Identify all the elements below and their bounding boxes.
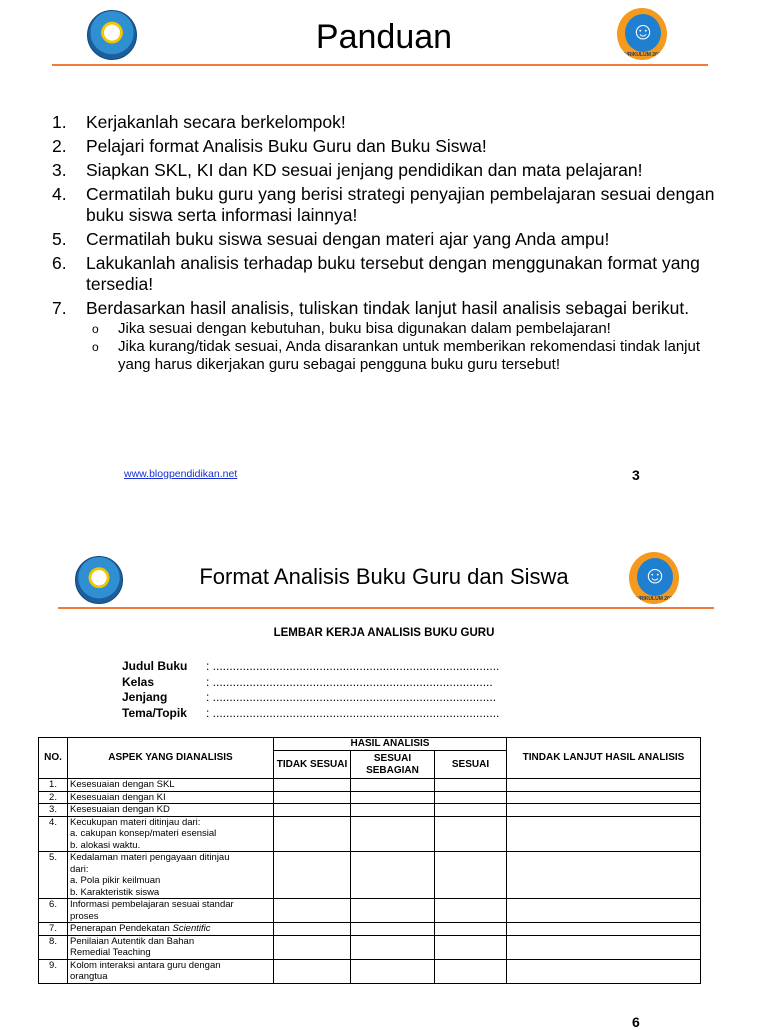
- guide-steps: [50, 112, 730, 377]
- tindak-lanjut-cell[interactable]: [507, 959, 701, 983]
- list-item: 5. Cermatilah buku siswa sesuai dengan materi ajar yang Anda ampu!: [52, 229, 610, 249]
- list-item: 2. Pelajari format Analisis Buku Guru dan Buku Siswa!: [52, 136, 487, 156]
- sub-list-item: o Jika kurang/tidak sesuai, Anda disarankan untuk memberikan rekomendasi tindak lanjut yang harus dikerjakan guru sebagai pengguna buku guru tersebut!: [92, 338, 700, 373]
- list-item: 4. Cermatilah buku guru yang berisi strategi penyajian pembelajaran sesuai dengan buku siswa serta informasi lainnya!: [52, 184, 715, 225]
- header-sesuai-sebagian: SESUAI SEBAGIAN: [351, 751, 435, 779]
- list-item: 7. Berdasarkan hasil analisis, tuliskan tindak lanjut hasil analisis sebagai berikut. o Jika sesuai dengan kebutuhan, buku bisa digunakan dalam pembelajaran! o Jika kurang/tidak sesuai, Anda disarankan untuk memberikan rekomendasi tindak lanjut yang harus dikerjakan guru sebagai pengguna buku guru tersebut!: [50, 298, 730, 374]
- sesuai-sebagian-cell[interactable]: [351, 899, 435, 923]
- sesuai-sebagian-cell[interactable]: [351, 935, 435, 959]
- table-row: [39, 804, 701, 817]
- sesuai-cell[interactable]: [435, 935, 507, 959]
- aspect-cell: Penerapan Pendekatan Scientific: [68, 923, 274, 936]
- row-number: 2.: [39, 791, 68, 804]
- tidak-sesuai-cell[interactable]: [274, 935, 351, 959]
- header-sesuai: SESUAI: [435, 751, 507, 779]
- aspect-cell: Kolom interaksi antara guru dengan orangtua: [68, 959, 274, 983]
- header-tindak-lanjut: TINDAK LANJUT HASIL ANALISIS: [507, 738, 701, 779]
- field-tema-topik: Tema/Topik : ......................................................................................: [122, 705, 500, 720]
- page-title: Format Analisis Buku Guru dan Siswa: [199, 564, 569, 589]
- row-number: 1.: [39, 779, 68, 792]
- header-tidak-sesuai: TIDAK SESUAI: [274, 751, 351, 779]
- list-item: 3. Siapkan SKL, KI dan KD sesuai jenjang pendidikan dan mata pelajaran!: [52, 160, 643, 180]
- row-number: 8.: [39, 935, 68, 959]
- sesuai-cell[interactable]: [435, 791, 507, 804]
- sesuai-cell[interactable]: [435, 959, 507, 983]
- header-aspek: ASPEK YANG DIANALISIS: [68, 738, 274, 779]
- aspect-cell: Kecukupan materi ditinjau dari: a. cakupan konsep/materi esensial b. alokasi waktu.: [68, 816, 274, 852]
- tindak-lanjut-cell[interactable]: [507, 816, 701, 852]
- field-judul-buku: Judul Buku : ......................................................................................: [122, 659, 500, 673]
- field-jenjang: Jenjang : .....................................................................................: [122, 690, 497, 704]
- table-row: [39, 923, 701, 936]
- circle-bullet-icon: o: [92, 340, 99, 354]
- sesuai-sebagian-cell[interactable]: [351, 923, 435, 936]
- table-row: [39, 935, 701, 959]
- header-rule: [58, 607, 714, 609]
- analysis-table: [38, 737, 701, 984]
- circle-bullet-icon: o: [92, 322, 99, 336]
- tidak-sesuai-cell[interactable]: [274, 816, 351, 852]
- tindak-lanjut-cell[interactable]: [507, 779, 701, 792]
- person-icon: ☺: [630, 17, 656, 45]
- sesuai-cell[interactable]: [435, 804, 507, 817]
- aspect-cell: Kesesuaian dengan KD: [68, 804, 274, 817]
- list-item: 6. Lakukanlah analisis terhadap buku tersebut dengan menggunakan format yang tersedia!: [52, 253, 700, 294]
- table-row: [39, 899, 701, 923]
- aspect-cell: Kedalaman materi pengayaan ditinjau dari: a. Pola pikir keilmuan b. Karakteristik siswa: [68, 852, 274, 899]
- sesuai-sebagian-cell[interactable]: [351, 804, 435, 817]
- row-number: 4.: [39, 816, 68, 852]
- tindak-lanjut-cell[interactable]: [507, 791, 701, 804]
- field-kelas: Kelas : ....................................................................................: [122, 674, 493, 689]
- tidak-sesuai-cell[interactable]: [274, 804, 351, 817]
- aspect-cell: Kesesuaian dengan KI: [68, 791, 274, 804]
- header-no: NO.: [39, 738, 68, 779]
- row-number: 6.: [39, 899, 68, 923]
- tidak-sesuai-cell[interactable]: [274, 959, 351, 983]
- tidak-sesuai-cell[interactable]: [274, 779, 351, 792]
- tidak-sesuai-cell[interactable]: [274, 923, 351, 936]
- table-row: [39, 816, 701, 852]
- aspect-cell: Kesesuaian dengan SKL: [68, 779, 274, 792]
- tindak-lanjut-cell[interactable]: [507, 899, 701, 923]
- page-title: Panduan: [315, 18, 453, 56]
- sub-list-item: o Jika sesuai dengan kebutuhan, buku bisa digunakan dalam pembelajaran!: [92, 320, 611, 337]
- sesuai-cell[interactable]: [435, 852, 507, 899]
- list-item: 1. Kerjakanlah secara berkelompok!: [52, 112, 346, 132]
- table-row: [39, 852, 701, 899]
- tindak-lanjut-cell[interactable]: [507, 923, 701, 936]
- sesuai-cell[interactable]: [435, 779, 507, 792]
- kurikulum-2013-logo: ☺ KURIKULUM 2013: [617, 8, 667, 60]
- page-number: 6: [632, 1014, 640, 1030]
- header-rule: [52, 64, 708, 66]
- tindak-lanjut-cell[interactable]: [507, 804, 701, 817]
- sesuai-cell[interactable]: [435, 899, 507, 923]
- sesuai-cell[interactable]: [435, 923, 507, 936]
- row-number: 5.: [39, 852, 68, 899]
- tindak-lanjut-cell[interactable]: [507, 852, 701, 899]
- book-info-fields: [122, 659, 499, 721]
- tidak-sesuai-cell[interactable]: [274, 791, 351, 804]
- row-number: 3.: [39, 804, 68, 817]
- kurikulum-2013-logo: ☺ KURIKULUM 2013: [629, 552, 679, 604]
- worksheet-title: LEMBAR KERJA ANALISIS BUKU GURU: [273, 627, 495, 639]
- tidak-sesuai-cell[interactable]: [274, 899, 351, 923]
- sesuai-sebagian-cell[interactable]: [351, 779, 435, 792]
- sesuai-sebagian-cell[interactable]: [351, 791, 435, 804]
- website-link[interactable]: www.blogpendidikan.net: [124, 468, 238, 480]
- sub-list: [86, 320, 730, 374]
- tindak-lanjut-cell[interactable]: [507, 935, 701, 959]
- aspect-cell: Penilaian Autentik dan Bahan Remedial Teaching: [68, 935, 274, 959]
- row-number: 7.: [39, 923, 68, 936]
- page-number: 3: [632, 467, 640, 483]
- table-row: [39, 959, 701, 983]
- table-row: [39, 791, 701, 804]
- sesuai-sebagian-cell[interactable]: [351, 816, 435, 852]
- person-icon: ☺: [642, 561, 668, 589]
- tidak-sesuai-cell[interactable]: [274, 852, 351, 899]
- sesuai-sebagian-cell[interactable]: [351, 852, 435, 899]
- header-hasil-analisis: HASIL ANALISIS: [274, 738, 507, 751]
- sesuai-cell[interactable]: [435, 816, 507, 852]
- row-number: 9.: [39, 959, 68, 983]
- table-row: [39, 779, 701, 792]
- aspect-cell: Informasi pembelajaran sesuai standar proses: [68, 899, 274, 923]
- sesuai-sebagian-cell[interactable]: [351, 959, 435, 983]
